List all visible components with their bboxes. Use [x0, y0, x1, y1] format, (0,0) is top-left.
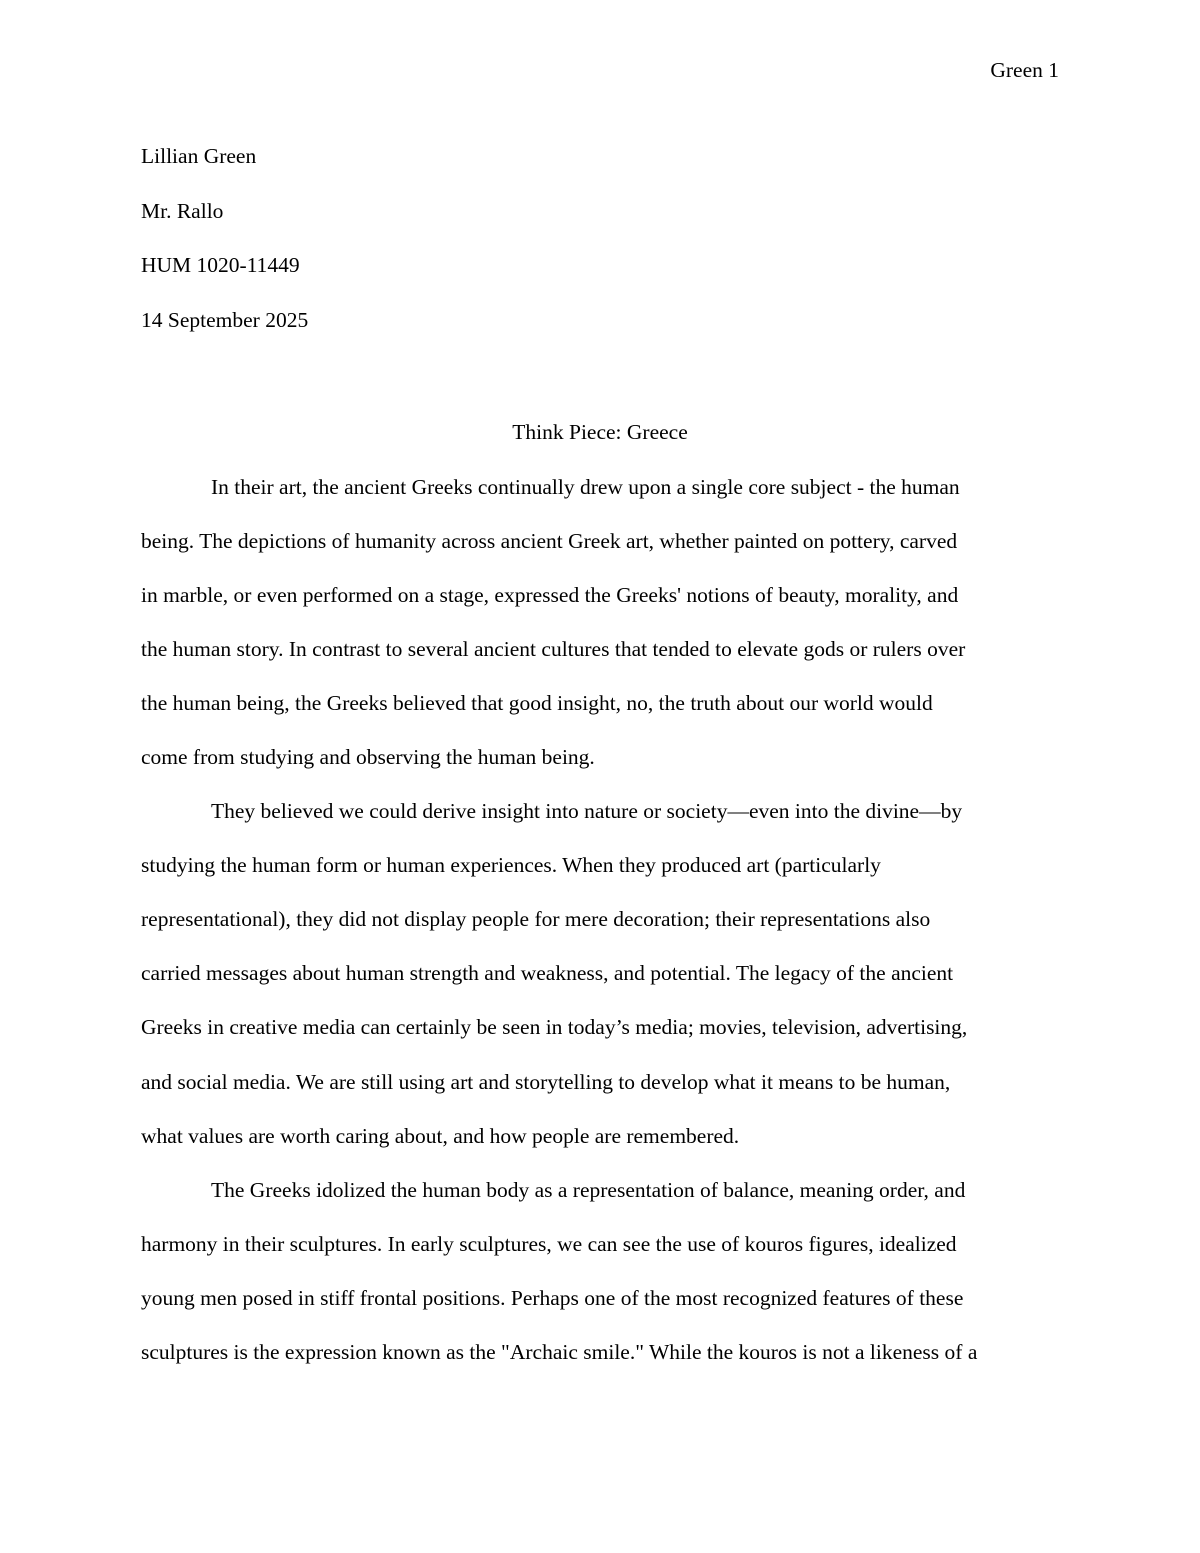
paragraph-3-line-2: harmony in their sculptures. In early sculptures, we can see the use of kouros figures, idealized: [141, 1232, 957, 1256]
paragraph-2-line-2: studying the human form or human experiences. When they produced art (particularly: [141, 853, 881, 877]
paragraph-2-line-5: Greeks in creative media can certainly be seen in today’s media; movies, television, advertising,: [141, 1015, 968, 1039]
paragraph-2-line-1: They believed we could derive insight into nature or society—even into the divine—by: [211, 799, 963, 823]
paragraph-1-line-4: the human story. In contrast to several ancient cultures that tended to elevate gods or rulers over: [141, 637, 966, 661]
paragraph-1-line-1: In their art, the ancient Greeks continually drew upon a single core subject - the human: [211, 475, 960, 499]
essay-title: Think Piece: Greece: [512, 420, 688, 444]
student-name: Lillian Green: [141, 144, 257, 168]
paragraph-2-line-4: carried messages about human strength and weakness, and potential. The legacy of the ancient: [141, 961, 954, 985]
paragraph-1-line-3: in marble, or even performed on a stage, expressed the Greeks' notions of beauty, morality, and: [141, 583, 959, 607]
paragraph-2-line-3: representational), they did not display people for mere decoration; their representations also: [141, 907, 931, 931]
paragraph-3-line-1: The Greeks idolized the human body as a representation of balance, meaning order, and: [211, 1178, 966, 1202]
paragraph-2-line-7: what values are worth caring about, and how people are remembered.: [141, 1124, 740, 1148]
paragraph-1-line-2: being. The depictions of humanity across ancient Greek art, whether painted on pottery, carved: [141, 529, 958, 553]
essay-date: 14 September 2025: [141, 308, 309, 332]
paragraph-1-line-6: come from studying and observing the human being.: [141, 745, 595, 769]
instructor-name: Mr. Rallo: [141, 199, 224, 223]
course-code: HUM 1020-11449: [141, 253, 300, 277]
paragraph-3-line-4: sculptures is the expression known as the "Archaic smile." While the kouros is not a likeness of a: [141, 1340, 978, 1364]
running-head: Green 1: [990, 58, 1059, 82]
paragraph-2-line-6: and social media. We are still using art and storytelling to develop what it means to be human,: [141, 1070, 951, 1094]
paragraph-3-line-3: young men posed in stiff frontal positions. Perhaps one of the most recognized features of these: [141, 1286, 964, 1310]
paragraph-1-line-5: the human being, the Greeks believed that good insight, no, the truth about our world would: [141, 691, 933, 715]
